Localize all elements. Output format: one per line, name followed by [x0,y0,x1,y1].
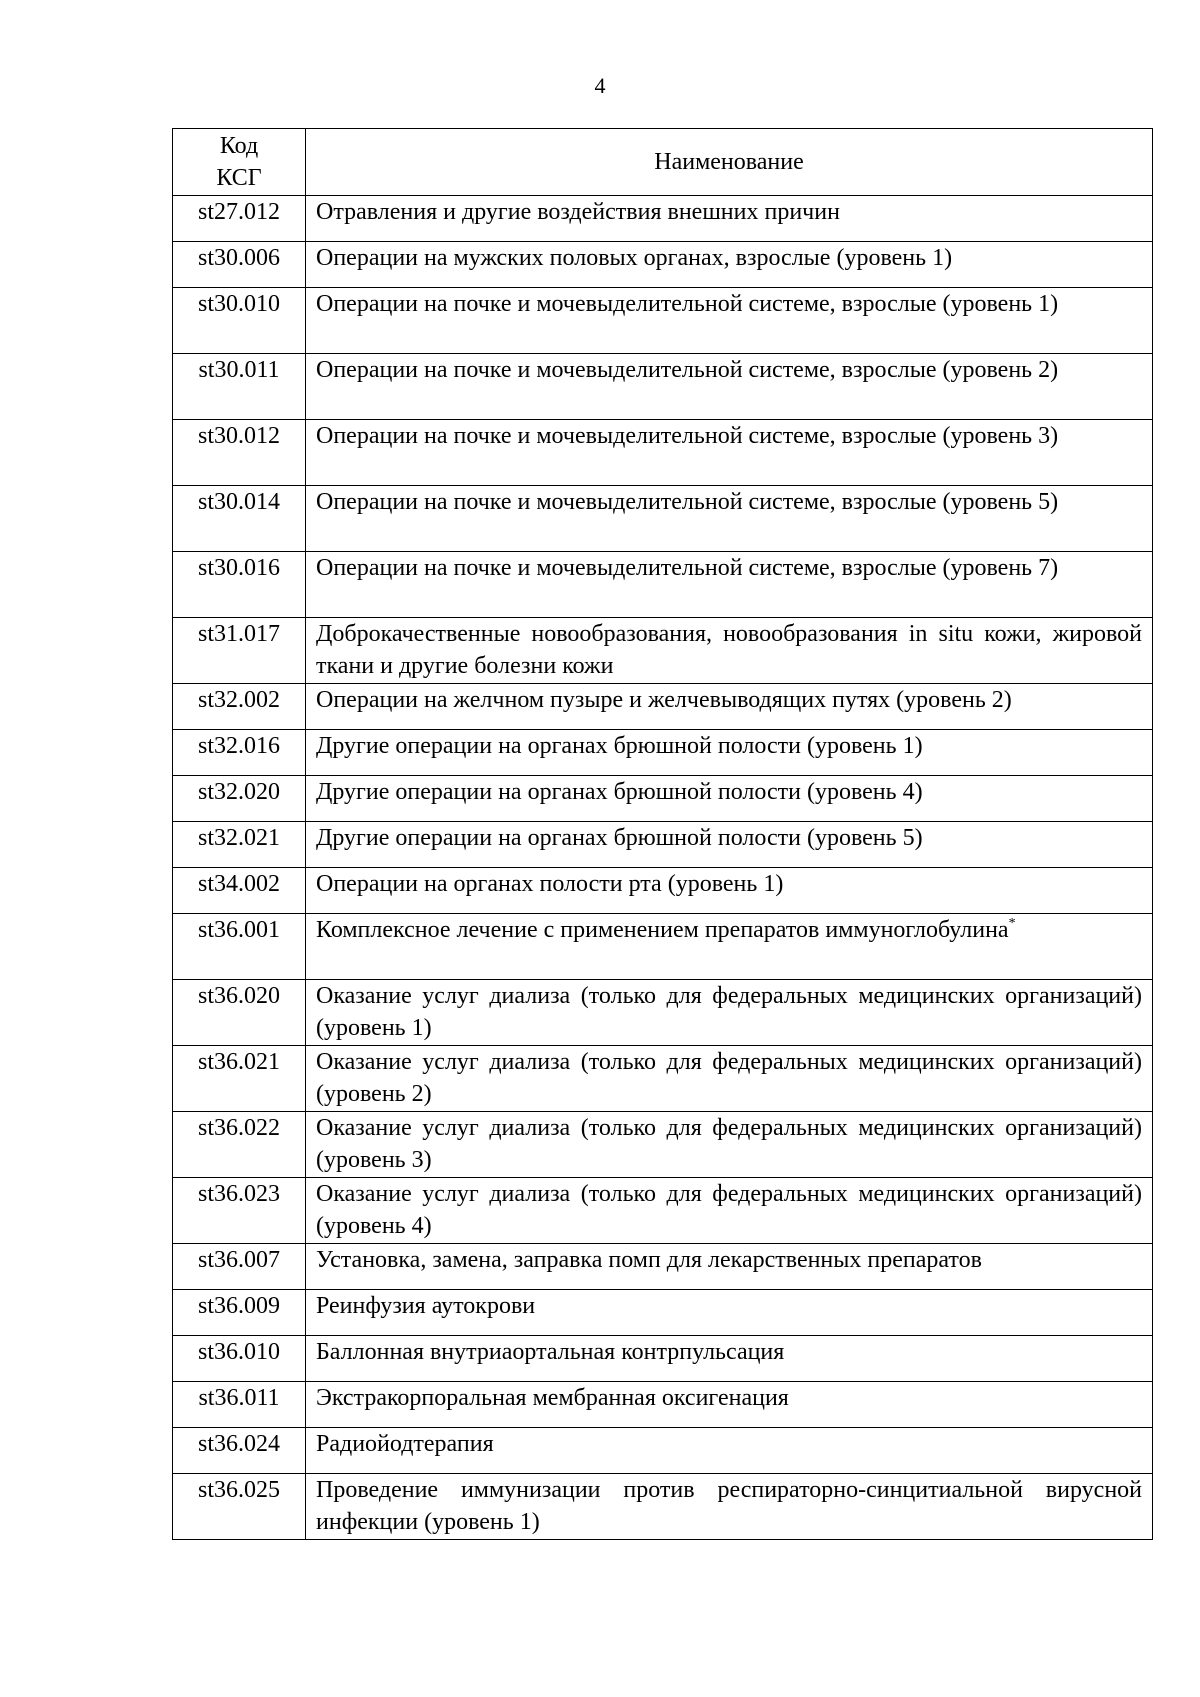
row-code: st34.002 [173,868,306,914]
header-code-line2: КСГ [216,165,262,191]
row-code: st32.020 [173,776,306,822]
table-header-row [173,129,1153,196]
table-row [173,1178,1153,1244]
row-code: st32.021 [173,822,306,868]
table-row [173,730,1153,776]
row-name: Оказание услуг диализа (только для федеральных медицинских организаций) (уровень 1) [306,980,1153,1046]
row-name: Операции на почке и мочевыделительной системе, взрослые (уровень 2) [306,354,1153,420]
row-code: st36.011 [173,1382,306,1428]
table-row [173,980,1153,1046]
row-code: st36.020 [173,980,306,1046]
row-name: Операции на почке и мочевыделительной системе, взрослые (уровень 5) [306,486,1153,552]
table-row [173,684,1153,730]
row-code: st36.025 [173,1474,306,1540]
row-code: st36.010 [173,1336,306,1382]
row-name: Доброкачественные новообразования, новообразования in situ кожи, жировой ткани и другие болезни кожи [306,618,1153,684]
table-row [173,776,1153,822]
row-code: st36.009 [173,1290,306,1336]
row-name: Установка, замена, заправка помп для лекарственных препаратов [306,1244,1153,1290]
row-name: Отравления и другие воздействия внешних причин [306,196,1153,242]
table-row [173,288,1153,354]
table-row [173,196,1153,242]
header-code [173,129,306,196]
table-row [173,1428,1153,1474]
row-name: Операции на органах полости рта (уровень 1) [306,868,1153,914]
row-name: Реинфузия аутокрови [306,1290,1153,1336]
row-name: Радиойодтерапия [306,1428,1153,1474]
row-code: st36.021 [173,1046,306,1112]
row-name: Операции на мужских половых органах, взрослые (уровень 1) [306,242,1153,288]
row-name: Операции на желчном пузыре и желчевыводящих путях (уровень 2) [306,684,1153,730]
header-name: Наименование [306,129,1153,196]
row-code: st30.014 [173,486,306,552]
row-code: st30.012 [173,420,306,486]
row-name: Оказание услуг диализа (только для федеральных медицинских организаций) (уровень 4) [306,1178,1153,1244]
table-row [173,868,1153,914]
row-code: st36.024 [173,1428,306,1474]
row-name: Баллонная внутриаортальная контрпульсация [306,1336,1153,1382]
row-name: Проведение иммунизации против респираторно-синцитиальной вирусной инфекции (уровень 1) [306,1474,1153,1540]
row-name: Операции на почке и мочевыделительной системе, взрослые (уровень 1) [306,288,1153,354]
row-code: st36.022 [173,1112,306,1178]
row-name: Другие операции на органах брюшной полости (уровень 1) [306,730,1153,776]
row-name: Экстракорпоральная мембранная оксигенация [306,1382,1153,1428]
row-name [306,914,1153,980]
row-name: Операции на почке и мочевыделительной системе, взрослые (уровень 3) [306,420,1153,486]
ksg-table [172,128,1153,1540]
table-row [173,1046,1153,1112]
row-code: st36.007 [173,1244,306,1290]
row-name: Другие операции на органах брюшной полости (уровень 5) [306,822,1153,868]
table-row [173,242,1153,288]
row-code: st30.010 [173,288,306,354]
table-row [173,618,1153,684]
row-code: st36.001 [173,914,306,980]
table-row [173,1112,1153,1178]
row-code: st30.016 [173,552,306,618]
table-row [173,1244,1153,1290]
table-row [173,354,1153,420]
table-row [173,1336,1153,1382]
page-number: 4 [594,73,606,98]
footnote-marker: * [1008,916,1016,931]
row-name-text: Комплексное лечение с применением препаратов иммуноглобулина [316,917,1009,943]
table-row [173,1382,1153,1428]
row-code: st27.012 [173,196,306,242]
row-code: st32.002 [173,684,306,730]
row-name: Операции на почке и мочевыделительной системе, взрослые (уровень 7) [306,552,1153,618]
table-row [173,420,1153,486]
table-row [173,1290,1153,1336]
row-name: Оказание услуг диализа (только для федеральных медицинских организаций) (уровень 3) [306,1112,1153,1178]
table-row [173,552,1153,618]
row-name: Другие операции на органах брюшной полости (уровень 4) [306,776,1153,822]
row-name: Оказание услуг диализа (только для федеральных медицинских организаций) (уровень 2) [306,1046,1153,1112]
row-code: st32.016 [173,730,306,776]
row-code: st30.011 [173,354,306,420]
table-row [173,914,1153,980]
header-code-line1: Код [219,133,259,159]
table-row [173,486,1153,552]
table-row [173,822,1153,868]
table-row [173,1474,1153,1540]
row-code: st30.006 [173,242,306,288]
row-code: st31.017 [173,618,306,684]
row-code: st36.023 [173,1178,306,1244]
